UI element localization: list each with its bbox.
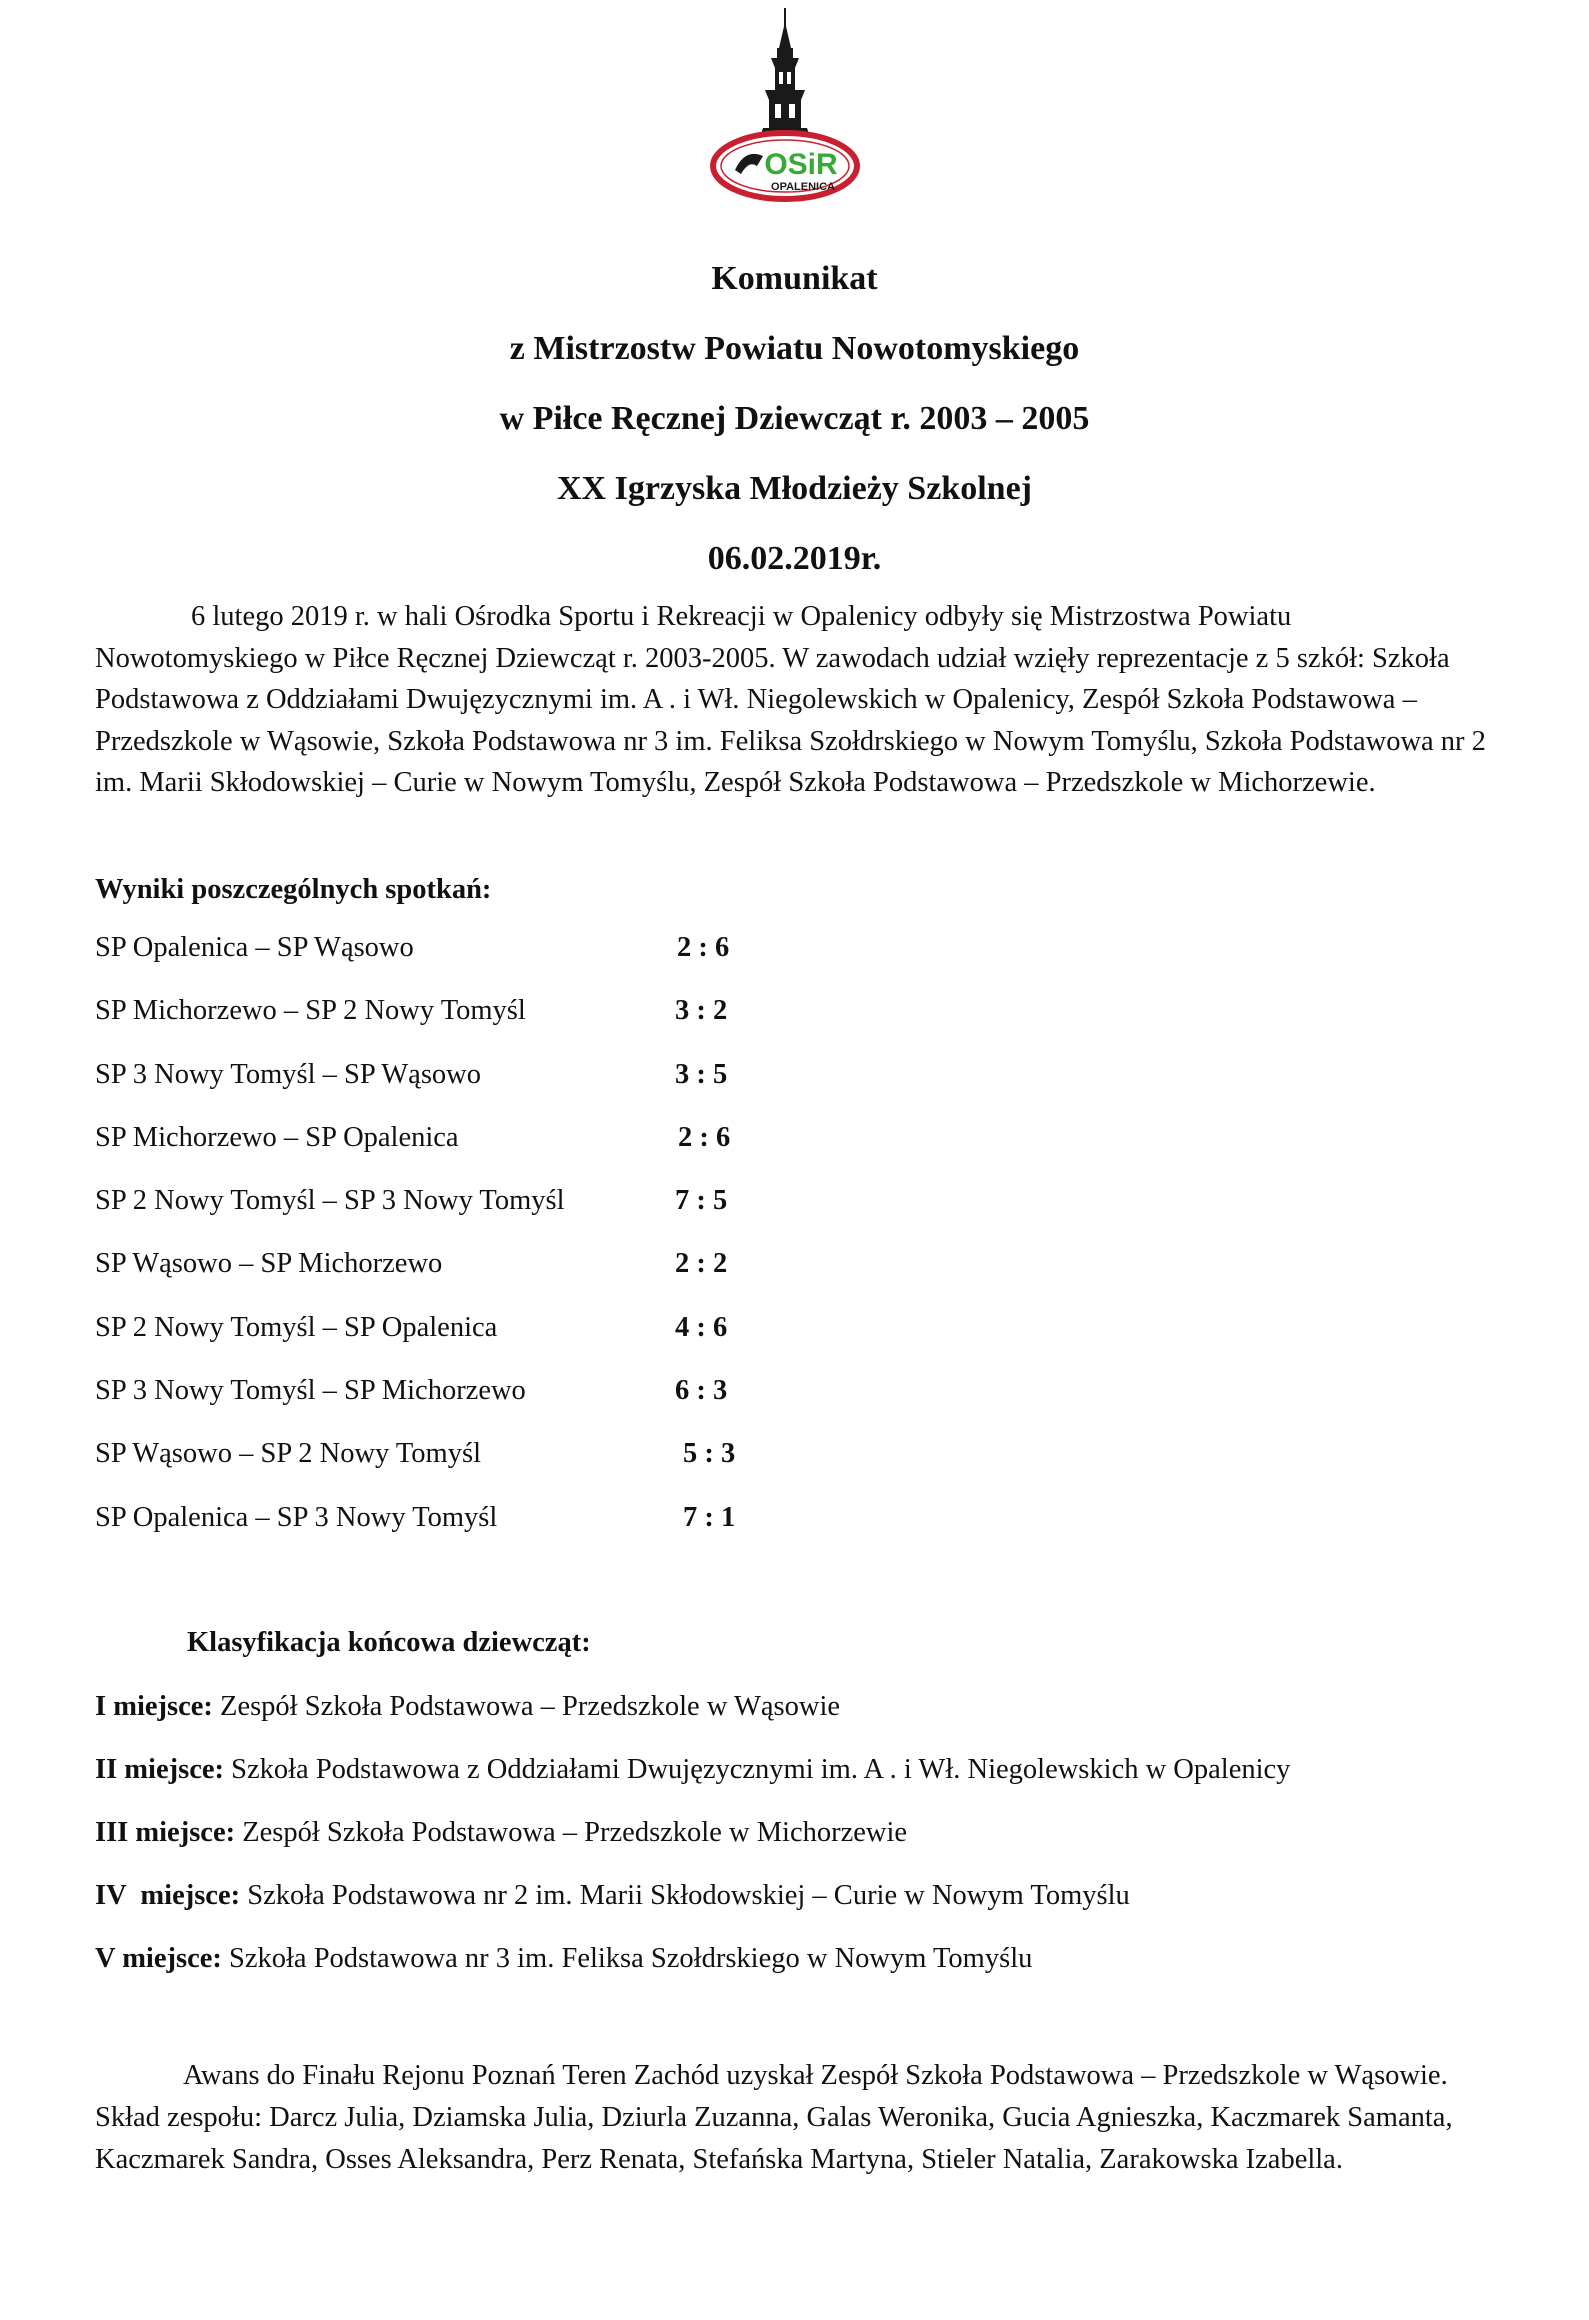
match-teams: SP 2 Nowy Tomyśl – SP 3 Nowy Tomyśl (95, 1185, 565, 1217)
standing-row (95, 1813, 1290, 1876)
match-score: 4 : 6 (675, 1311, 728, 1343)
results-heading: Wyniki poszczególnych spotkań: (95, 874, 492, 905)
match-score: 2 : 6 (677, 932, 730, 963)
standing-row (95, 1939, 1290, 2002)
tower-icon (759, 8, 811, 140)
standing-place: II miejsce: (95, 1754, 224, 1785)
match-score: 3 : 5 (675, 1058, 728, 1090)
document-header (0, 244, 1589, 594)
standing-place: IV miejsce: (95, 1880, 241, 1911)
classification-heading: Klasyfikacja końcowa dziewcząt: (187, 1627, 591, 1658)
match-score: 3 : 2 (675, 995, 728, 1027)
standing-place: I miejsce: (95, 1691, 213, 1722)
standing-school: Zespół Szkoła Podstawowa – Przedszkole w Wąsowie (220, 1691, 841, 1722)
standing-school: Szkoła Podstawowa nr 3 im. Feliksa Szołdrskiego w Nowym Tomyślu (229, 1943, 1033, 1974)
standing-place: III miejsce: (95, 1817, 236, 1848)
logo-text: OSiR (764, 148, 838, 181)
match-teams: SP Opalenica – SP Wąsowo (95, 932, 414, 963)
match-teams: SP 3 Nowy Tomyśl – SP Michorzewo (95, 1375, 526, 1407)
header-date: 06.02.2019r. (707, 540, 882, 577)
match-teams: SP Michorzewo – SP Opalenica (95, 1121, 459, 1153)
standing-school: Szkoła Podstawowa nr 2 im. Marii Skłodowskiej – Curie w Nowym Tomyślu (247, 1880, 1130, 1911)
match-teams: SP 2 Nowy Tomyśl – SP Opalenica (95, 1311, 498, 1343)
standing-row (95, 1750, 1290, 1813)
match-score: 2 : 2 (675, 1248, 728, 1280)
header-subtitle-2: w Piłce Ręcznej Dziewcząt r. 2003 – 2005 (499, 400, 1090, 437)
closing-paragraph: Awans do Finału Rejonu Poznań Teren Zachód uzyskał Zespół Szkoła Podstawowa – Przedszkole w Wąsowie. Skład zespołu: Darcz Julia, Dziamska Julia, Dziurla Zuzanna, Galas Weronika, Gucia Agnieszka, Kaczmarek Samanta, Kaczmarek Sandra, Osses Aleksandra, Perz Renata, Stefańska Martyna, Stieler Natalia, Zarakowska Izabella. (95, 2060, 1453, 2175)
header-subtitle-1: z Mistrzostw Powiatu Nowotomyskiego (509, 330, 1080, 367)
match-score: 6 : 3 (675, 1375, 728, 1407)
match-teams: SP 3 Nowy Tomyśl – SP Wąsowo (95, 1058, 481, 1090)
match-teams: SP Wąsowo – SP Michorzewo (95, 1248, 443, 1280)
intro-paragraph: 6 lutego 2019 r. w hali Ośrodka Sportu i Rekreacji w Opalenicy odbyły się Mistrzostwa Powiatu Nowotomyskiego w Piłce Ręcznej Dziewcząt r. 2003-2005. W zawodach udział wzięły reprezentacje z 5 szkół: Szkoła Podstawowa z Oddziałami Dwujęzycznymi im. A . i Wł. Niegolewskich w Opalenicy, Zespół Szkoła Podstawowa – Przedszkole w Wąsowie, Szkoła Podstawowa nr 3 im. Feliksa Szołdrskiego w Nowym Tomyślu, Szkoła Podstawowa nr 2 im. Marii Skłodowskiej – Curie w Nowym Tomyślu, Zespół Szkoła Podstawowa – Przedszkole w Michorzewie. (95, 601, 1486, 798)
match-score: 7 : 5 (675, 1185, 728, 1217)
header-title: Komunikat (711, 260, 878, 297)
match-score: 5 : 3 (683, 1438, 736, 1470)
match-teams: SP Wąsowo – SP 2 Nowy Tomyśl (95, 1438, 481, 1470)
standing-school: Zespół Szkoła Podstawowa – Przedszkole w Michorzewie (242, 1817, 908, 1848)
match-teams: SP Michorzewo – SP 2 Nowy Tomyśl (95, 995, 526, 1027)
match-score: 2 : 6 (678, 1121, 731, 1153)
header-subtitle-3: XX Igrzyska Młodzieży Szkolnej (556, 470, 1032, 507)
match-score: 7 : 1 (683, 1501, 736, 1533)
standing-school: Szkoła Podstawowa z Oddziałami Dwujęzycznymi im. A . i Wł. Niegolewskich w Opalenicy (231, 1754, 1291, 1785)
standing-row (95, 1876, 1290, 1939)
standing-row (95, 1687, 1290, 1750)
logo-subtext: OPALENICA (771, 181, 835, 193)
match-teams: SP Opalenica – SP 3 Nowy Tomyśl (95, 1501, 498, 1533)
standings-list (95, 1687, 1290, 2002)
standing-place: V miejsce: (95, 1943, 222, 1974)
osir-opalenica-logo (705, 8, 865, 203)
